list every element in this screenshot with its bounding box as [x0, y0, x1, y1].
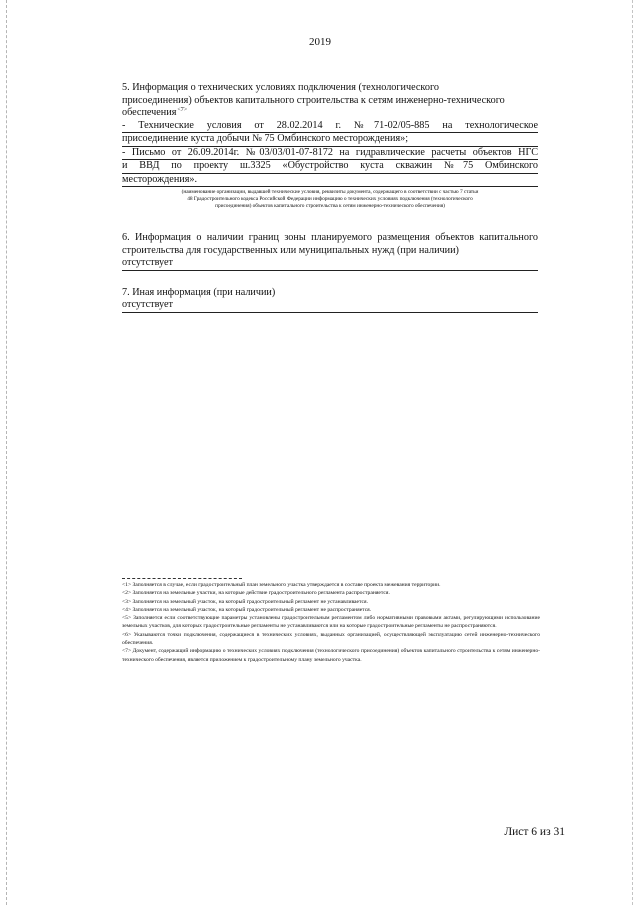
- section-5-title-line-1: 5. Информация о технических условиях подключения (технологического: [122, 82, 439, 93]
- footnote-6: <6> Указываются точки подключения, содержащиеся в технических условиях, выданных организацией, осуществляющей эксплуатацию сетей инженерно-технического обеспечения.: [122, 631, 540, 647]
- section-5-title-line-3: [122, 107, 538, 120]
- document-body: [122, 82, 538, 315]
- caption-line: 48 Градостроительного кодекса Российской Федерации информацию о технических условиях подключения (технологического: [187, 196, 473, 202]
- section-5-value-line: присоединение куста добычи № 75 Омбинского месторождения»;: [122, 133, 538, 147]
- section-6: [122, 232, 538, 271]
- section-7-title: 7. Иная информация (при наличии): [122, 286, 276, 298]
- section-7: [122, 287, 538, 313]
- scan-edge-left: [6, 0, 8, 905]
- section-5-caption: [122, 189, 538, 210]
- footnote-2: <2> Заполняется на земельные участки, на которые действие градостроительного регламента распространяется.: [122, 590, 390, 597]
- footnote-1: <1> Заполняется в случае, если градостроительный план земельного участка утверждается в составе проекта межевания территории.: [122, 582, 441, 588]
- sheet-number: Лист 6 из 31: [504, 826, 565, 838]
- page-year: 2019: [309, 36, 331, 48]
- caption-line: (наименование организации, выдавшей технические условия, реквизиты документа, содержащего в соответствии с частью 7 статьи: [181, 189, 479, 195]
- section-5-title-line-2: присоединения) объектов капитального строительства к сетям инженерно-технического: [122, 94, 505, 106]
- section-6-answer: отсутствует: [122, 257, 538, 271]
- footnote-5: <5> Заполняется если соответствующие параметры установлены градостроительным регламентом либо нормативными правовыми актами, регулирующими использование земельных участков, для которых градостроительные регламенты не устанавливаются или на которые градостроительные регламенты не распространяются.: [122, 615, 540, 630]
- footnotes: [122, 578, 540, 664]
- footnote-ref-7: <7>: [177, 106, 188, 113]
- footnote-separator: [122, 578, 242, 579]
- section-5-value-line: - Письмо от 26.09.2014г. №03/03/01-07-8172 на гидравлические расчеты объектов НГС: [122, 147, 538, 161]
- section-5-value-line: месторождения».: [122, 174, 538, 188]
- section-5-value-line: и ВВД по проекту ш.3325 «Обустройство куста скважин №75 Омбинского: [122, 160, 538, 174]
- section-7-answer: отсутствует: [122, 299, 538, 313]
- section-5-title-text: обеспечения: [122, 107, 177, 118]
- footnote-4: <4> Заполняется на земельный участок, на который градостроительный регламент не распространяется.: [122, 606, 372, 613]
- footnote-3: <3> Заполняется на земельный участок, на который градостроительный регламент не устанавливается.: [122, 598, 368, 605]
- section-5: [122, 82, 538, 210]
- scan-edge-right: [632, 0, 634, 905]
- section-5-value-line: - Технические условия от 28.02.2014 г. №71-02/05-885 на технологическое: [122, 120, 538, 134]
- caption-line: присоединения) объектов капитального строительства к сетям инженерно-технического обеспечения): [215, 203, 445, 209]
- footnote-7: <7> Документ, содержащий информацию о технических условиях подключения (технологического присоединения) объектов капитального строительства к сетям инженерно-технического обеспечения, является приложением к градостроительному плану земельного участка.: [122, 648, 540, 663]
- section-6-title: 6. Информация о наличии границ зоны планируемого размещения объектов капитального строительства для государственных или муниципальных нужд (при наличии): [122, 232, 538, 256]
